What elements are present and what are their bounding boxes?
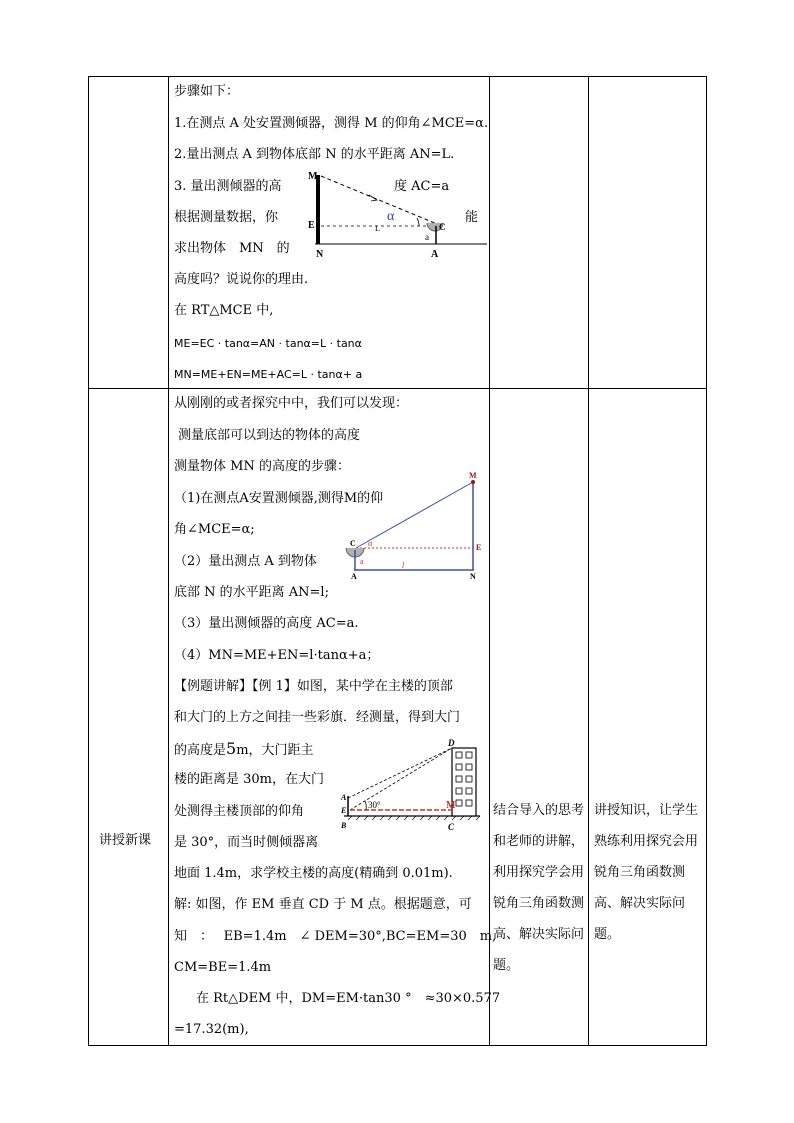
label-c: C <box>439 222 446 232</box>
figure-building-diagram <box>338 738 488 836</box>
table-top-border <box>88 76 707 77</box>
label-l: L <box>375 224 380 233</box>
column-divider-1 <box>168 76 169 1046</box>
formula-me: ME=EC · tanα=AN · tanα=L · tanα <box>174 337 362 350</box>
row-divider <box>88 388 707 389</box>
label-alpha: α <box>368 539 373 548</box>
table-bottom-border <box>88 1045 707 1046</box>
label-d: D <box>448 738 455 748</box>
question-line2: 求出物体 MN 的 <box>174 241 290 256</box>
gate-height-value: 5 <box>226 739 237 758</box>
angle-arc <box>417 218 419 226</box>
label-m: M <box>469 471 477 480</box>
step-1: 1.在测点 A 处安置测倾器，测得 M 的仰角∠MCE=α. <box>174 116 489 131</box>
label-a: A <box>351 572 357 581</box>
label-m: M <box>308 171 318 182</box>
example-line3 <box>174 740 314 760</box>
sight-line-ed <box>350 748 452 810</box>
column-divider-2 <box>489 76 490 1046</box>
step-1-line1: （1)在测点A安置测倾器,测得M的仰 <box>174 491 384 506</box>
question-line1-end: 能 <box>465 210 479 225</box>
example-line5: 处测得主楼顶部的仰角 <box>174 804 305 819</box>
figure-measurement-diagram-2 <box>338 468 488 583</box>
figure-measurement-diagram-1 <box>305 168 489 262</box>
table-right-border <box>706 76 707 1046</box>
label-alpha: α <box>387 209 395 224</box>
example-line3-part3: m，大门距主 <box>236 743 314 758</box>
student-activity-text: 结合导入的思考和老师的讲解，利用探究学会用锐角三角函数测高、解决实际问题。 <box>493 803 585 973</box>
step-2: 2.量出测点 A 到物体底部 N 的水平距离 AN=L. <box>174 147 455 162</box>
label-n: N <box>470 572 476 581</box>
example-line2: 和大门的上方之间挂一些彩旗．经测量，得到大门 <box>174 710 461 725</box>
label-a: A <box>431 249 439 260</box>
label-b: B <box>341 821 347 830</box>
label-m: M <box>446 800 456 811</box>
table-left-border <box>88 76 89 1046</box>
solution-line1: 解: 如图，作 EM 垂直 CD 于 M 点。根据题意，可 <box>174 897 472 912</box>
label-c: C <box>350 539 356 548</box>
example-line6: 是 30°，而当时侧倾器离 <box>174 835 319 850</box>
label-a: A <box>341 793 347 802</box>
solution-line2: 知 ： EB=1.4m ∠ DEM=30°,BC=EM=30 m, <box>174 929 497 944</box>
triangle-intro: 在 RT△MCE 中, <box>174 303 274 318</box>
label-a-height: a <box>425 232 429 242</box>
sight-line <box>321 176 437 224</box>
label-e: E <box>341 806 347 815</box>
question-line3: 高度吗？说说你的理由. <box>174 272 309 287</box>
section-label: 讲授新课 <box>99 833 152 848</box>
step-2-line2: 底部 N 的水平距离 AN=l; <box>174 585 329 600</box>
label-n: N <box>316 249 324 260</box>
label-c: C <box>448 822 455 832</box>
example-line3-part1: 的高度是 <box>174 743 227 758</box>
step-2-line1: （2）量出测点 A 到物体 <box>174 554 317 569</box>
intro-text: 从刚刚的或者探究中中，我们可以发现： <box>174 396 409 411</box>
step-3-part2: 度 AC=a <box>394 179 450 194</box>
design-intent-text: 讲授知识，让学生熟练利用探究会用锐角三角函数测高、解决实际问题。 <box>594 803 699 942</box>
steps-title: 步骤如下： <box>174 84 240 99</box>
step-3: （3）量出测倾器的高度 AC=a. <box>174 616 359 631</box>
object-mn <box>316 175 320 244</box>
point-m <box>471 480 475 484</box>
subtitle-text: 测量底部可以到达的物体的高度 <box>178 428 361 443</box>
column-divider-3 <box>588 76 589 1046</box>
solution-line5: =17.32(m), <box>174 1022 249 1037</box>
label-angle: 30° <box>368 800 381 810</box>
label-l: l <box>402 561 405 570</box>
example-line1: 【例题讲解】【例 1】如图，某中学在主楼的顶部 <box>174 679 453 694</box>
solution-line3: CM=BE=1.4m <box>174 960 272 975</box>
step-3-part1: 3. 量出测倾器的高 <box>174 179 282 194</box>
label-e: E <box>308 220 315 231</box>
formula-mn: MN=ME+EN=ME+AC=L · tanα+ a <box>174 368 363 381</box>
sight-line-ad <box>348 748 452 798</box>
angle-arc <box>365 801 366 810</box>
steps-heading: 测量物体 MN 的高度的步骤： <box>174 459 350 474</box>
example-line7: 地面 1.4m，求学校主楼的高度(精确到 0.01m). <box>174 866 453 881</box>
label-e: E <box>476 543 482 552</box>
example-line4: 楼的距离是 30m，在大门 <box>174 772 325 787</box>
step-1-line2: 角∠MCE=α; <box>174 522 255 537</box>
label-a-height: a <box>360 557 364 566</box>
step-4: （4）MN=ME+EN=l·tanα+a； <box>174 648 380 663</box>
solution-line4: 在 Rt△DEM 中，DM=EM·tan30 ° ≈30×0.577 <box>196 991 501 1006</box>
question-line1: 根据测量数据，你 <box>174 210 279 225</box>
sight-line <box>356 482 473 548</box>
